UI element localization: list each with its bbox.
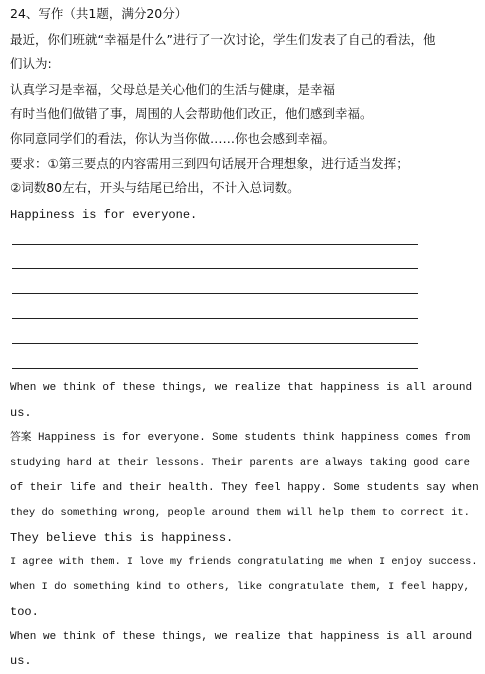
- writing-line: [12, 368, 418, 369]
- answer-line-3: of their life and their health. They feel happy. Some students say when: [10, 482, 479, 494]
- answer-line-2: studying hard at their lessons. Their parents are always taking good care: [10, 457, 470, 469]
- answer-line-6: I agree with them. I love my friends congratulating me when I enjoy success.: [10, 556, 478, 568]
- answer-line-7: When I do something kind to others, like congratulate them, I feel happy,: [10, 581, 470, 593]
- requirement-1: 要求：①第三要点的内容需用三到四句话展开合理想象，进行适当发挥；: [10, 156, 409, 171]
- prompt-line-1: 最近，你们班就“幸福是什么”进行了一次讨论，学生们发表了自己的看法，他: [10, 32, 436, 47]
- closing-sentence-line-1: When we think of these things, we realize that happiness is all around: [10, 382, 473, 394]
- question-heading: 24、写作（共1题，满分20分）: [10, 6, 188, 21]
- answer-line-9: When we think of these things, we realize that happiness is all around: [10, 631, 473, 643]
- opinion-3: 你同意同学们的看法，你认为当你做……你也会感到幸福。: [10, 131, 336, 146]
- opinion-1: 认真学习是幸福，父母总是关心他们的生活与健康，是幸福: [10, 82, 336, 97]
- opening-sentence: Happiness is for everyone.: [10, 208, 198, 222]
- writing-line: [12, 244, 418, 245]
- opinion-2: 有时当他们做错了事，周围的人会帮助他们改正，他们感到幸福。: [10, 106, 373, 121]
- prompt-line-2: 们认为:: [10, 56, 52, 71]
- answer-line-1: 答案 Happiness is for everyone. Some students think happiness comes from: [10, 432, 471, 444]
- answer-line-10: us.: [10, 654, 32, 668]
- writing-line: [12, 318, 418, 319]
- closing-sentence-line-2: us.: [10, 406, 32, 420]
- answer-line-8: too.: [10, 605, 39, 619]
- writing-line: [12, 343, 418, 344]
- answer-line-5: They believe this is happiness.: [10, 531, 234, 545]
- requirement-2: ②词数80左右，开头与结尾已给出，不计入总词数。: [10, 180, 300, 195]
- answer-line-4: they do something wrong, people around them will help them to correct it.: [10, 507, 470, 519]
- writing-line: [12, 268, 418, 269]
- writing-line: [12, 293, 418, 294]
